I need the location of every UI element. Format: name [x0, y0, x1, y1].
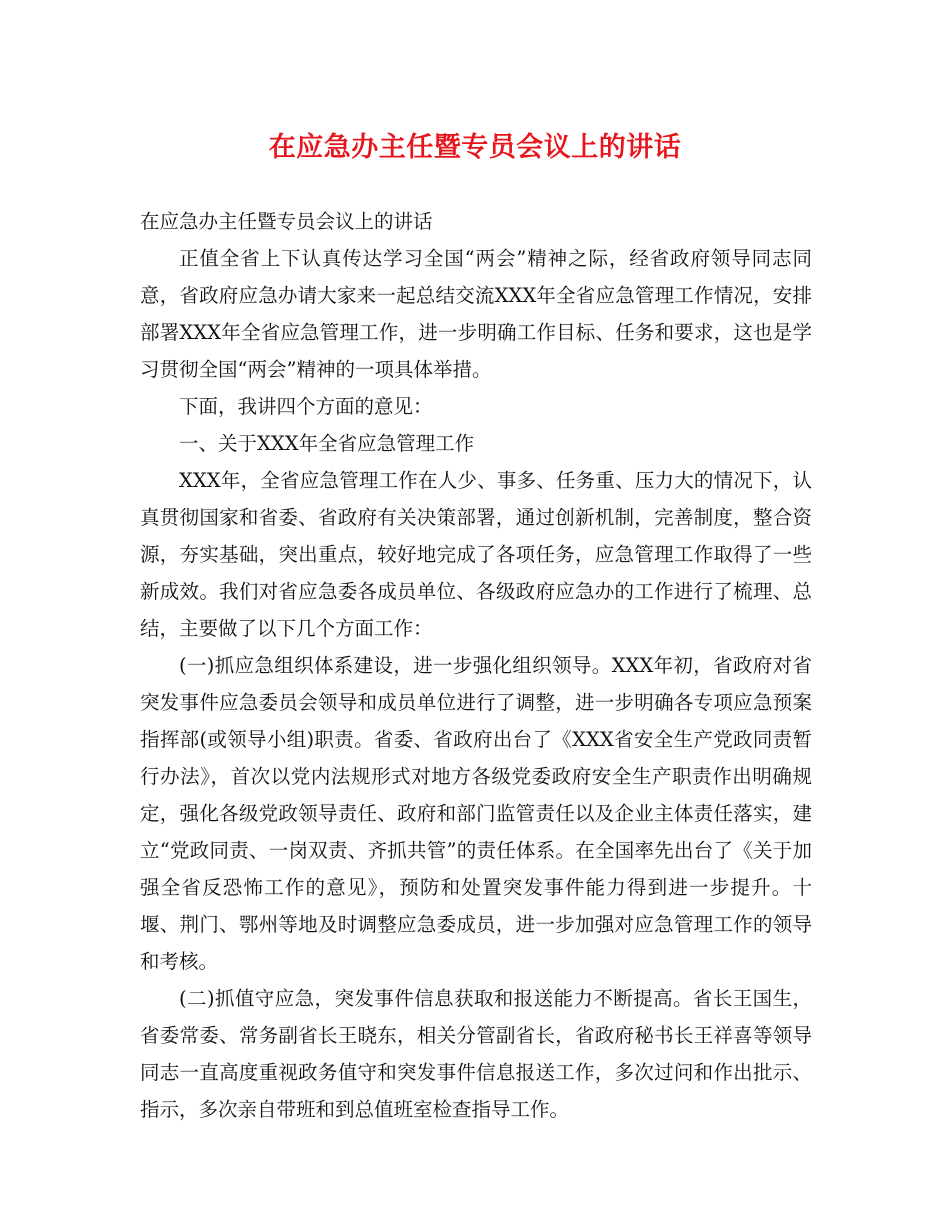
paragraph: (二)抓值守应急，突发事件信息获取和报送能力不断提高。省长王国生，省委常委、常务副省长王晓东，相关分管副省长，省政府秘书长王祥喜等领导同志一直高度重视政务值守和突发事件信息报送工作，多次过问和作出批示、指示，多次亲自带班和到总值班室检查指导工作。	[140, 987, 812, 1121]
document-body	[140, 203, 812, 1128]
paragraph: XXX年，全省应急管理工作在人少、事多、任务重、压力大的情况下，认真贯彻国家和省委、省政府有关决策部署，通过创新机制，完善制度，整合资源，夯实基础，突出重点，较好地完成了各项任务，应急管理工作取得了一些新成效。我们对省应急委各成员单位、各级政府应急办的工作进行了梳理、总结，主要做了以下几个方面工作：	[140, 469, 812, 640]
document-title: 在应急办主任暨专员会议上的讲话	[268, 132, 682, 163]
section-heading: 一、关于XXX年全省应急管理工作	[179, 432, 475, 455]
paragraph-heading: 在应急办主任暨专员会议上的讲话	[140, 210, 433, 233]
paragraph: (一)抓应急组织体系建设，进一步强化组织领导。XXX年初，省政府对省突发事件应急委员会领导和成员单位进行了调整，进一步明确各专项应急预案指挥部(或领导小组)职责。省委、省政府出台了《XXX省安全生产党政同责暂行办法》，首次以党内法规形式对地方各级党委政府安全生产职责作出明确规定，强化各级党政领导责任、政府和部门监管责任以及企业主体责任落实，建立“党政同责、一岗双责、齐抓共管”的责任体系。在全国率先出台了《关于加强全省反恐怖工作的意见》，预防和处置突发事件能力得到进一步提升。十堰、荆门、鄂州等地及时调整应急委成员，进一步加强对应急管理工作的领导和考核。	[140, 654, 812, 973]
paragraph: 正值全省上下认真传达学习全国“两会”精神之际，经省政府领导同志同意，省政府应急办请大家来一起总结交流XXX年全省应急管理工作情况，安排部署XXX年全省应急管理工作，进一步明确工作目标、任务和要求，这也是学习贯彻全国“两会”精神的一项具体举措。	[140, 247, 812, 381]
paragraph: 下面，我讲四个方面的意见：	[179, 395, 433, 418]
